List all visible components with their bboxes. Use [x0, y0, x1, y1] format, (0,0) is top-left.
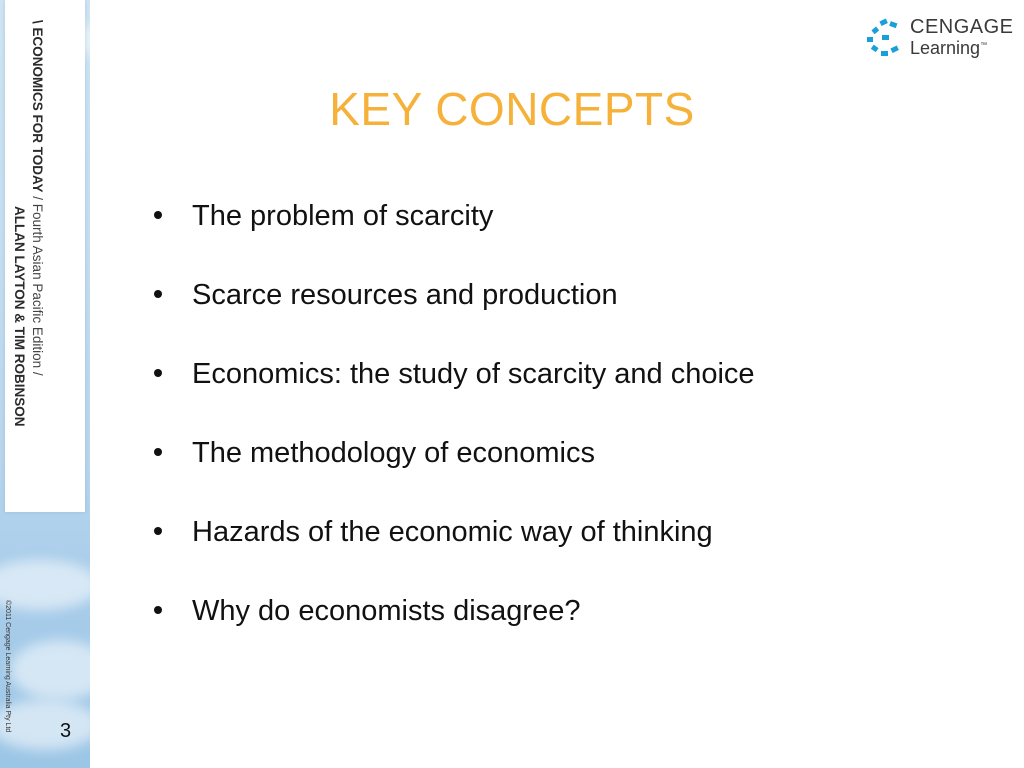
copyright-notice: ©2011 Cengage Learning Australia Pty Ltd	[4, 600, 11, 733]
list-item-text: Economics: the study of scarcity and choice	[192, 358, 755, 390]
book-title-bold: \ ECONOMICS FOR TODAY	[30, 20, 45, 193]
cengage-mark-icon	[864, 18, 904, 58]
list-item-text: The problem of scarcity	[192, 200, 494, 232]
list-item	[150, 350, 755, 429]
list-item-text: The methodology of economics	[192, 437, 595, 469]
bullet-icon	[154, 290, 162, 298]
logo-sub	[910, 38, 987, 59]
logo-brand: CENGAGE	[910, 16, 1014, 38]
slide-number: 3	[60, 720, 72, 742]
sidebar-banner	[0, 0, 90, 768]
bullet-icon	[154, 527, 162, 535]
book-edition: / Fourth Asian Pacific Edition /	[30, 192, 45, 376]
list-item	[150, 508, 755, 587]
list-item-text: Why do economists disagree?	[192, 595, 581, 627]
cengage-logo	[864, 14, 1014, 64]
list-item	[150, 192, 755, 271]
list-item-text: Hazards of the economic way of thinking	[192, 516, 713, 548]
bullet-icon	[154, 606, 162, 614]
key-concepts-list	[150, 192, 755, 666]
cloud-decoration	[0, 560, 90, 610]
logo-tm: ™	[980, 42, 988, 49]
list-item-text: Scarce resources and production	[192, 279, 618, 311]
bullet-icon	[154, 448, 162, 456]
list-item	[150, 587, 755, 666]
list-item	[150, 271, 755, 350]
bullet-icon	[154, 369, 162, 377]
slide-title: KEY CONCEPTS	[329, 83, 695, 135]
cloud-decoration	[10, 640, 90, 700]
bullet-icon	[154, 211, 162, 219]
book-authors: ALLAN LAYTON & TIM ROBINSON	[12, 206, 27, 427]
list-item	[150, 429, 755, 508]
logo-sub-text: Learning	[910, 38, 981, 58]
book-title	[26, 20, 46, 490]
cloud-decoration	[0, 700, 90, 750]
